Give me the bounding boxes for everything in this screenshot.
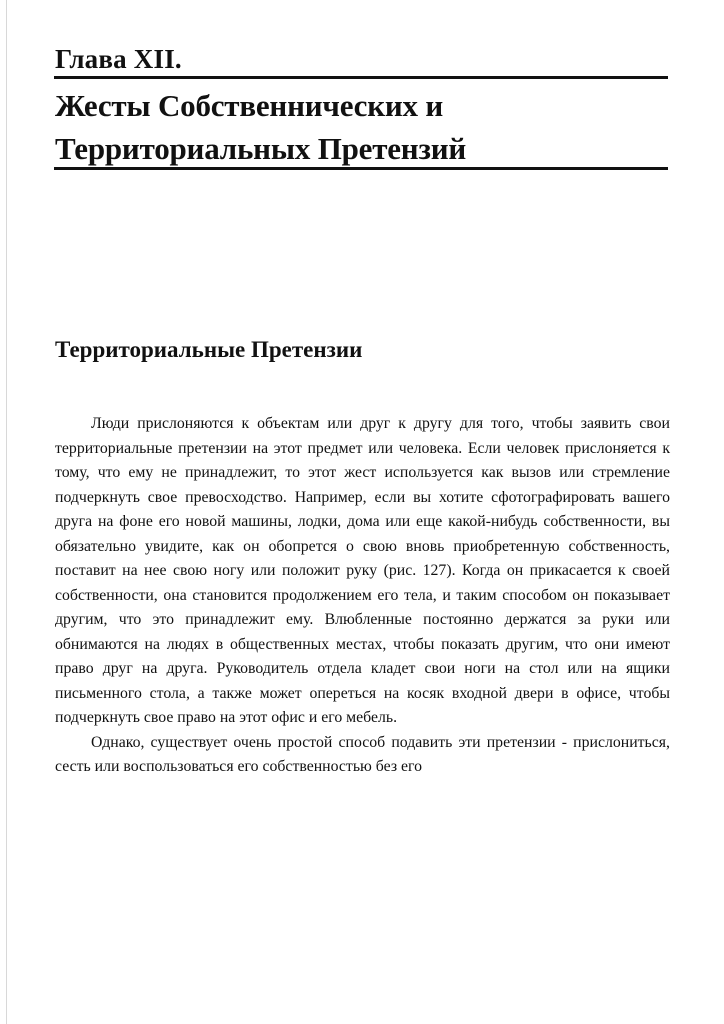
body-text (55, 412, 670, 780)
paragraph: Люди прислоняются к объектам или друг к другу для того, чтобы заявить свои территориальные претензии на этот предмет или человека. Если человек прислоняется к тому, что ему не принадлежит, то этот жест используется как вызов или стремление подчеркнуть свое превосходство. Например, если вы хотите сфотографировать вашего друга на фоне его новой машины, лодки, дома или еще какой-нибудь собственности, вы обязательно увидите, как он обопрется о свою вновь приобретенную собственность, поставит на нее свою ногу или положит руку (рис. 127). Когда он прикасается к своей собственности, она становится продолжением его тела, и таким способом он показывает другим, что это принадлежит ему. Влюбленные постоянно держатся за руки или обнимаются на людях в общественных местах, чтобы показать другим, что они имеют право друг на друга. Руководитель отдела кладет свои ноги на стол или на ящики письменного стола, а также может опереться на косяк входной двери в офисе, чтобы подчеркнуть свое право на этот офис и его мебель. (55, 415, 670, 726)
chapter-label: Глава XII. (55, 44, 182, 74)
chapter-title-line-1: Жесты Собственнических и (55, 88, 444, 123)
section-heading: Территориальные Претензии (55, 337, 363, 362)
chapter-rule-bottom (54, 167, 668, 170)
chapter-rule-top (54, 76, 668, 79)
paragraph: Однако, существует очень простой способ подавить эти претензии - прислониться, сесть или воспользоваться его собственностью без его (55, 733, 670, 775)
chapter-title-line-2: Территориальных Претензий (55, 131, 467, 166)
chapter-title (55, 84, 667, 170)
page-edge-line (6, 0, 7, 1024)
